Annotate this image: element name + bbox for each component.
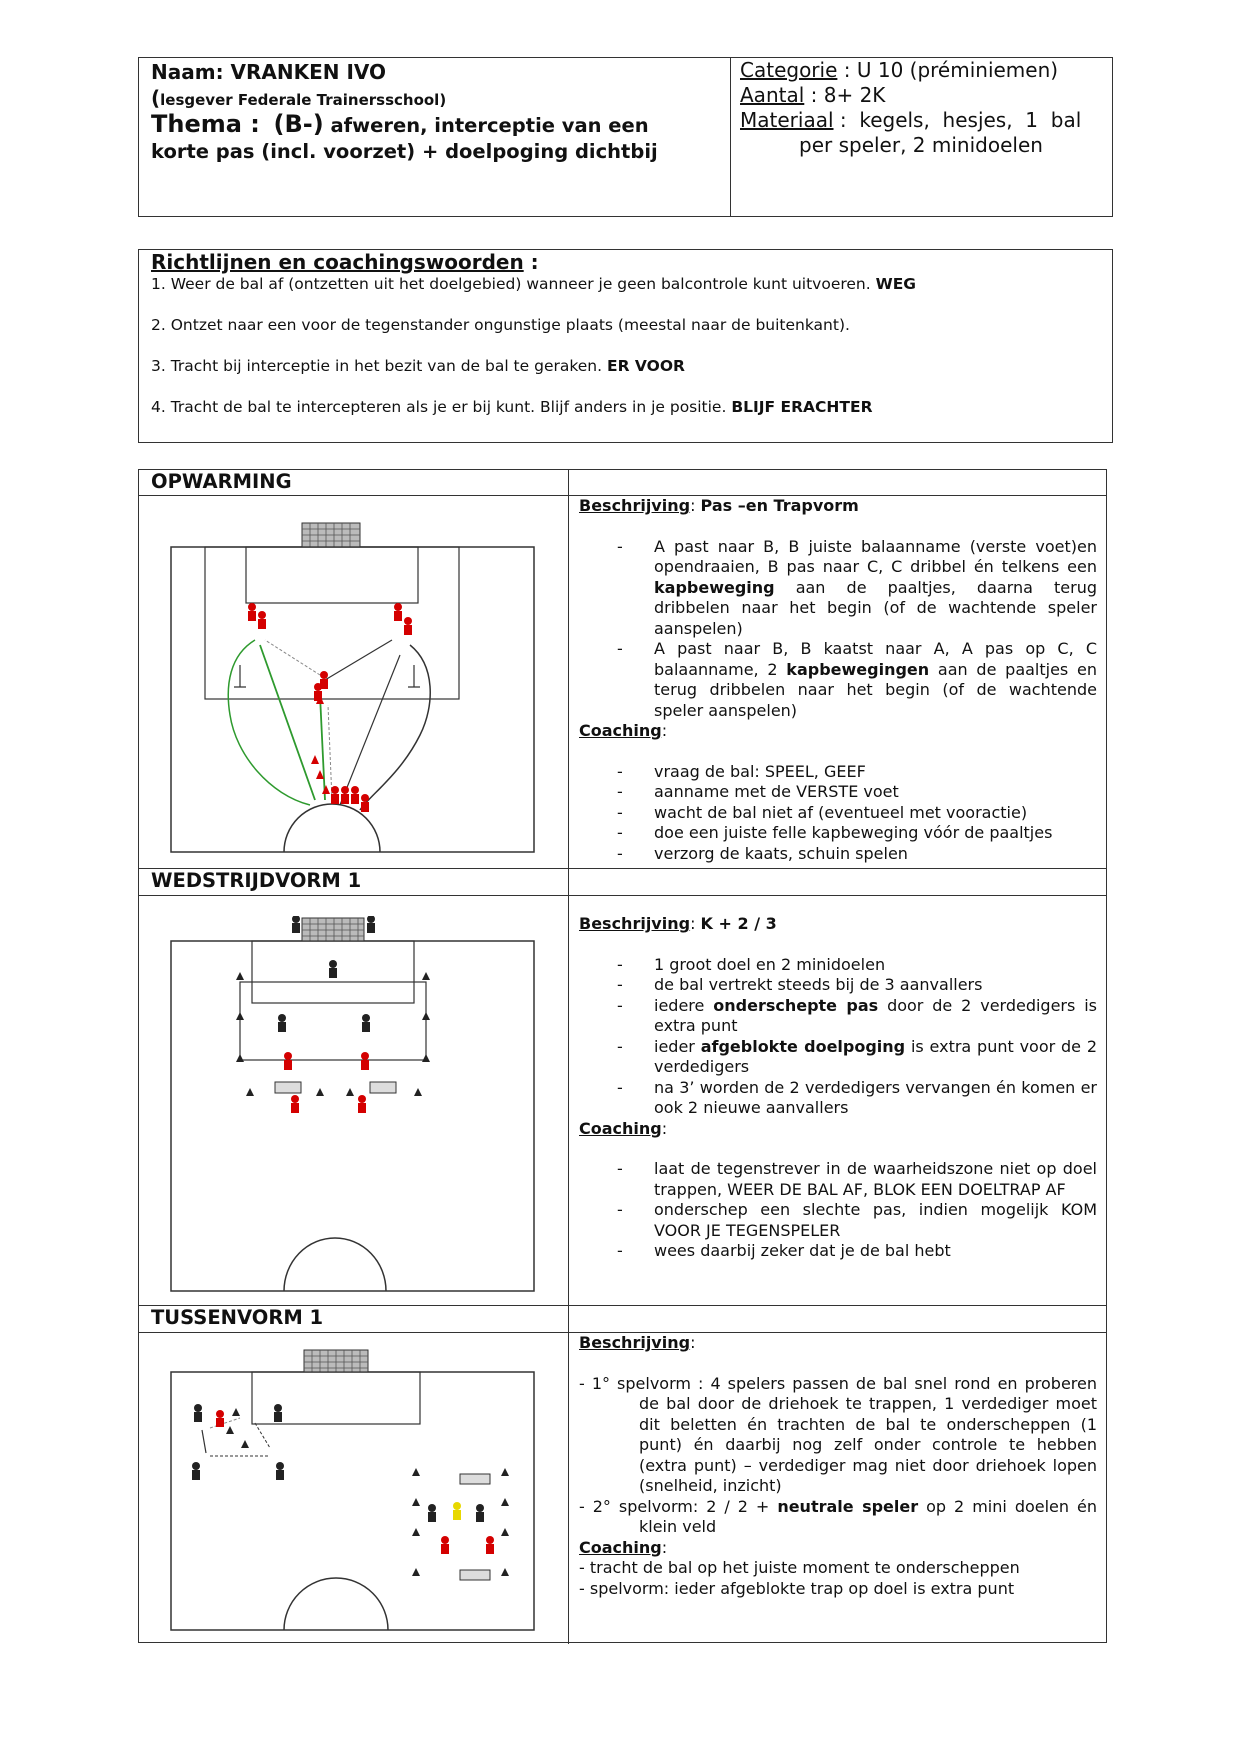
row-divider	[139, 895, 1106, 896]
coaching-bullet: - vraag de bal: SPEEL, GEEF	[617, 761, 866, 781]
coaching-heading: Coaching:	[579, 1118, 668, 1138]
coaching-bullet: - doe een juiste felle kapbeweging vóór de paaltjes	[617, 823, 1053, 842]
description-bullet: - ieder afgeblokte doelpoging is extra punt voor de 2 verdedigers	[617, 1036, 1098, 1076]
coaching-bullet: - aanname met de VERSTE voet	[617, 782, 899, 801]
coaching-bullet: - wacht de bal niet af (eventueel met vooractie)	[617, 802, 1028, 822]
coaching-line: - tracht de bal op het juiste moment te onderscheppen	[579, 1558, 1020, 1577]
coaching-bullet: - laat de tegenstrever in de waarheidszone niet op doel trappen, WEER DE BAL AF, BLOK EEN DOELTRAP AF	[617, 1159, 1097, 1199]
header-divider	[730, 58, 731, 216]
exercise-table	[138, 469, 1107, 1643]
opwarming-description	[579, 496, 1097, 864]
theme-line-1: Thema : (B-) afweren, interceptie van een	[151, 110, 649, 138]
description-heading: Beschrijving:	[579, 1333, 696, 1352]
coaching-bullet: - onderschep een slechte pas, indien mogelijk KOM VOOR JE TEGENSPELER	[617, 1200, 1097, 1240]
section-title-tussenvorm: TUSSENVORM 1	[151, 1306, 324, 1329]
aantal-line: Aantal : 8+ 2K	[740, 83, 886, 107]
column-divider	[568, 470, 569, 1644]
author-subtitle: (lesgever Federale Trainersschool)	[151, 86, 447, 110]
section-title-wedstrijdvorm: WEDSTRIJDVORM 1	[151, 869, 362, 892]
materiaal-line-2: per speler, 2 minidoelen	[799, 133, 1043, 157]
coaching-heading: Coaching:	[579, 721, 668, 740]
coaching-bullet: - verzorg de kaats, schuin spelen	[617, 843, 908, 863]
categorie-line: Categorie : U 10 (préminiemen)	[740, 58, 1059, 82]
coaching-bullet: - wees daarbij zeker dat je de bal hebt	[617, 1241, 951, 1260]
coaching-line: - spelvorm: ieder afgeblokte trap op doel is extra punt	[579, 1578, 1015, 1598]
description-heading: Beschrijving: Pas –en Trapvorm	[579, 496, 859, 515]
description-item: - 2° spelvorm: 2 / 2 + neutrale speler op 2 mini doelen én klein veld	[579, 1496, 1097, 1536]
description-bullet: - 1 groot doel en 2 minidoelen	[617, 954, 886, 974]
description-bullet: - A past naar B, B juiste balaanname (verste voet)en opendraaien, B pas naar C, C dribbel én telkens een kapbeweging aan de paaltjes, daarna terug dribbelen naar het begin (of de wachtende speler aanspelen)	[617, 536, 1097, 638]
coaching-heading: Coaching:	[579, 1537, 668, 1557]
author-name: Naam: VRANKEN IVO	[151, 60, 387, 84]
tussenvorm-diagram	[170, 1348, 535, 1633]
guidelines-title: Richtlijnen en coachingswoorden :	[151, 250, 539, 274]
guidelines-box	[138, 249, 1113, 443]
description-item: - 1° spelvorm : 4 spelers passen de bal snel rond en proberen de bal door de driehoek te trappen, 1 verdediger moet dit beletten én trachten de bal te onderscheppen (1 punt) én daarbij nog zelf onder controle te hebben (extra punt) – verdediger mag niet door driehoek lopen (snelheid, inzicht)	[579, 1373, 1097, 1495]
wedstrijdvorm-diagram	[170, 916, 535, 1298]
theme-line-2: korte pas (incl. voorzet) + doelpoging dichtbij	[151, 140, 658, 163]
section-title-opwarming: OPWARMING	[151, 470, 292, 493]
wedstrijdvorm-description	[579, 914, 1097, 1262]
header-box	[138, 57, 1113, 217]
guideline-item: 2. Ontzet naar een voor de tegenstander ongunstige plaats (meestal naar de buitenkant).	[151, 316, 850, 334]
opwarming-diagram	[170, 515, 535, 855]
description-bullet: - iedere onderschepte pas door de 2 verdedigers is extra punt	[617, 995, 1098, 1035]
materiaal-line: Materiaal : kegels, hesjes, 1 bal	[740, 108, 1082, 132]
description-bullet: - na 3’ worden de 2 verdedigers vervangen én komen er ook 2 nieuwe aanvallers	[617, 1077, 1097, 1117]
guideline-item: 1. Weer de bal af (ontzetten uit het doelgebied) wanneer je geen balcontrole kunt uitvoeren. WEG	[151, 275, 917, 293]
tussenvorm-description	[579, 1333, 1097, 1599]
description-bullet: - de bal vertrekt steeds bij de 3 aanvallers	[617, 975, 983, 994]
guideline-item: 4. Tracht de bal te intercepteren als je er bij kunt. Blijf anders in je positie. BLIJF ERACHTER	[151, 398, 873, 416]
description-heading: Beschrijving: K + 2 / 3	[579, 914, 777, 933]
description-bullet: - A past naar B, B kaatst naar A, A pas op C, C balaanname, 2 kapbewegingen aan de paaltjes en terug dribbelen naar het begin (of de wachtende speler aanspelen)	[617, 639, 1097, 720]
guideline-item: 3. Tracht bij interceptie in het bezit van de bal te geraken. ER VOOR	[151, 357, 685, 375]
